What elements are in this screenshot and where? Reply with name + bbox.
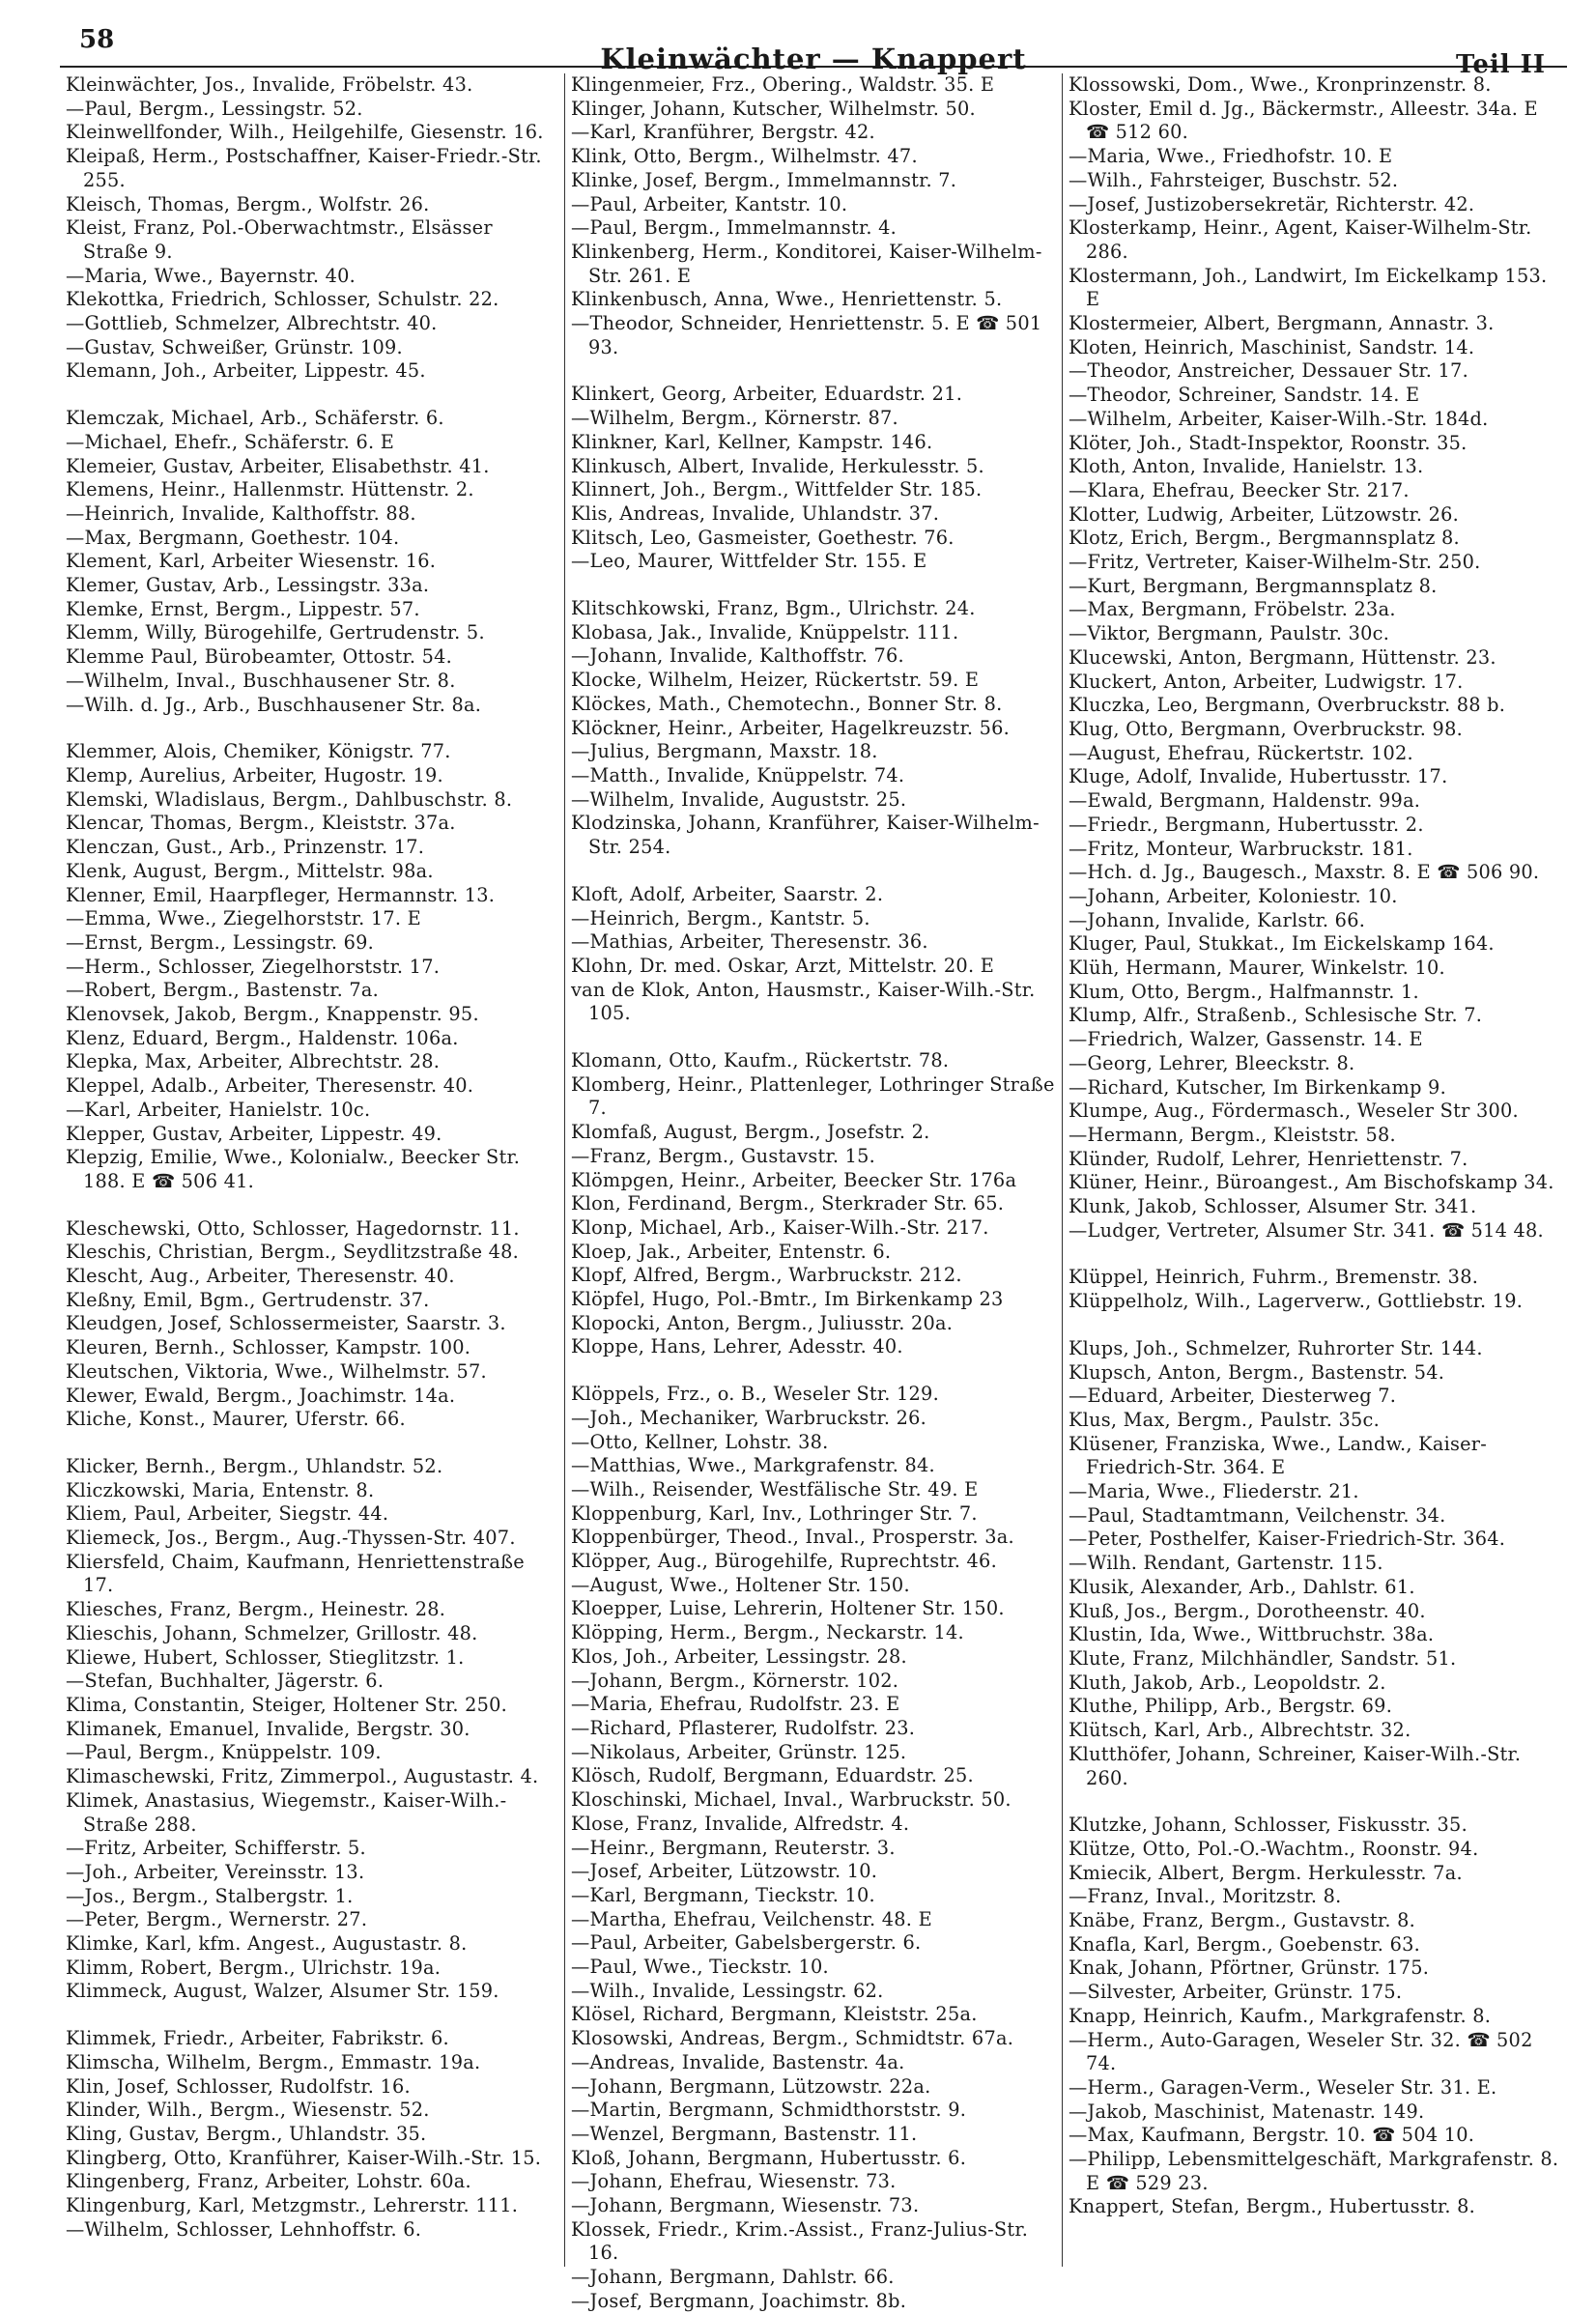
directory-entry: —Gottlieb, Schmelzer, Albrechtstr. 40. [66, 312, 438, 335]
directory-entry: —Heinrich, Bergm., Kantstr. 5. [571, 906, 870, 929]
directory-entry: —Paul, Arbeiter, Gabelsbergerstr. 6. [571, 1931, 922, 1955]
directory-entry: Klute, Franz, Milchhändler, Sandstr. 51. [1069, 1647, 1457, 1670]
directory-entry: Kloppenburg, Karl, Inv., Lothringer Str. 7. [571, 1501, 978, 1525]
column-1 [60, 73, 564, 2267]
directory-entry: —Maria, Ehefrau, Rudolfstr. 23. E [571, 1693, 900, 1716]
directory-entry: Klüppelholz, Wilh., Lagerverw., Gottliebstr. 19. [1069, 1290, 1524, 1313]
directory-entry: Klenk, August, Bergm., Mittelstr. 98a. [66, 859, 434, 882]
directory-entry: —Richard, Pflasterer, Rudolfstr. 23. [571, 1717, 916, 1739]
directory-entry: Klinger, Johann, Kutscher, Wilhelmstr. 50. [571, 97, 976, 120]
directory-entry: Kloppe, Hans, Lehrer, Adesstr. 40. [571, 1335, 903, 1358]
directory-entry: Klemczak, Michael, Arb., Schäferstr. 6. [66, 407, 444, 430]
directory-entry: —Johann, Arbeiter, Koloniestr. 10. [1069, 884, 1398, 907]
directory-entry: Klepzig, Emilie, Wwe., Kolonialw., Beecker Str. 188. E ☎ 506 41. [66, 1146, 521, 1192]
directory-entry: Kleist, Franz, Pol.-Oberwachtmstr., Elsässer Straße 9. [66, 216, 493, 263]
directory-entry: Klinkusch, Albert, Invalide, Herkulesstr. 5. [571, 454, 984, 477]
directory-entry: —Matth., Invalide, Knüppelstr. 74. [571, 763, 905, 786]
page-header [60, 0, 1567, 79]
directory-entry: —Josef, Arbeiter, Lützowstr. 10. [571, 1860, 878, 1883]
directory-entry: —Eduard, Arbeiter, Diesterweg 7. [1069, 1385, 1397, 1408]
directory-entry: Klemme Paul, Bürobeamter, Ottostr. 54. [66, 645, 453, 669]
directory-entry: Klimek, Anastasius, Wiegemstr., Kaiser-Wilh.-Straße 288. [66, 1788, 507, 1836]
directory-entry: —Hch. d. Jg., Baugesch., Maxstr. 8. E ☎ 506 90. [1069, 861, 1540, 884]
directory-entry: Klewer, Ewald, Bergm., Joachimstr. 14a. [66, 1384, 456, 1407]
directory-entry: —Johann, Bergmann, Dahlstr. 66. [571, 2266, 895, 2289]
directory-entry: Klitsch, Leo, Gasmeister, Goethestr. 76. [571, 526, 955, 549]
directory-entry: —Johann, Invalide, Karlstr. 66. [1069, 908, 1366, 931]
directory-entry: Kliesches, Franz, Bergm., Heinestr. 28. [66, 1598, 446, 1621]
columns [60, 68, 1567, 2312]
directory-entry: Klomberg, Heinr., Plattenleger, Lothringer Straße 7. [571, 1072, 1055, 1120]
directory-entry: —Paul, Stadtamtmann, Veilchenstr. 34. [1069, 1503, 1446, 1527]
entry-gap [571, 1359, 1056, 1383]
directory-entry: Klossowski, Dom., Wwe., Kronprinzenstr. 8. [1069, 73, 1492, 96]
directory-entry: Klement, Karl, Arbeiter Wiesenstr. 16. [66, 550, 437, 573]
directory-entry: —Max, Bergmann, Fröbelstr. 23a. [1069, 598, 1396, 621]
directory-entry: Kloschinski, Michael, Inval., Warbruckstr. 50. [571, 1788, 1012, 1812]
directory-entry: —Fritz, Vertreter, Kaiser-Wilhelm-Str. 250. [1069, 551, 1481, 574]
directory-entry: Knak, Johann, Pförtner, Grünstr. 175. [1069, 1957, 1430, 1980]
directory-entry: Klimm, Robert, Bergm., Ulrichstr. 19a. [66, 1956, 442, 1979]
directory-entry: Klütsch, Karl, Arb., Albrechtstr. 32. [1069, 1719, 1411, 1742]
directory-entry: Klossek, Friedr., Krim.-Assist., Franz-Julius-Str. 16. [571, 2217, 1029, 2265]
directory-entry: —Maria, Wwe., Friedhofstr. 10. E [1069, 145, 1393, 168]
directory-entry: —Theodor, Schneider, Henriettenstr. 5. E ☎ 501 93. [571, 312, 1042, 358]
directory-entry: —Klara, Ehefrau, Beecker Str. 217. [1069, 478, 1410, 501]
directory-entry: —Julius, Bergmann, Maxstr. 18. [571, 740, 878, 763]
directory-entry: Klösel, Richard, Bergmann, Kleiststr. 25a. [571, 2003, 978, 2026]
directory-entry: —Michael, Ehefr., Schäferstr. 6. E [66, 430, 395, 453]
entry-gap [66, 1432, 558, 1455]
directory-entry: Klemm, Willy, Bürogehilfe, Gertrudenstr. 5. [66, 621, 485, 644]
directory-entry: Kliczkowski, Maria, Entenstr. 8. [66, 1478, 375, 1501]
directory-entry: —Friedr., Bergmann, Hubertusstr. 2. [1069, 813, 1424, 836]
directory-entry: Klingenburg, Karl, Metzgmstr., Lehrerstr. 111. [66, 2194, 519, 2217]
directory-entry: —Joh., Arbeiter, Vereinsstr. 13. [66, 1860, 365, 1883]
directory-entry: Klopocki, Anton, Bergm., Juliusstr. 20a. [571, 1311, 954, 1334]
directory-entry: Klösch, Rudolf, Bergmann, Eduardstr. 25. [571, 1764, 974, 1787]
directory-entry: Klink, Otto, Bergm., Wilhelmstr. 47. [571, 145, 918, 168]
directory-entry: Kloten, Heinrich, Maschinist, Sandstr. 14. [1069, 335, 1475, 358]
directory-entry: —Wilh., Reisender, Westfälische Str. 49. E [571, 1477, 979, 1500]
directory-entry: Kleuren, Bernh., Schlosser, Kampstr. 100. [66, 1336, 471, 1359]
directory-entry: Klenczan, Gust., Arb., Prinzenstr. 17. [66, 836, 425, 859]
directory-entry: Klumpe, Aug., Fördermasch., Weseler Str 300. [1069, 1100, 1519, 1123]
directory-entry: —Leo, Maurer, Wittfelder Str. 155. E [571, 550, 927, 573]
directory-entry: —Maria, Wwe., Fliederstr. 21. [1069, 1480, 1359, 1503]
directory-entry: —Wenzel, Bergmann, Bastenstr. 11. [571, 2122, 918, 2145]
directory-entry: Klömpgen, Heinr., Arbeiter, Beecker Str. 176a [571, 1168, 1017, 1191]
directory-entry: —Jakob, Maschinist, Matenastr. 149. [1069, 2100, 1425, 2123]
directory-entry: —Paul, Bergm., Immelmannstr. 4. [571, 216, 898, 240]
entry-gap [66, 2004, 558, 2027]
directory-entry: Klüsener, Franziska, Wwe., Landw., Kaiser-Friedrich-Str. 364. E [1069, 1432, 1488, 1479]
directory-entry: Kleutschen, Viktoria, Wwe., Wilhelmstr. 57. [66, 1359, 487, 1383]
directory-entry: —Josef, Justizobersekretär, Richterstr. 42. [1069, 192, 1475, 215]
page-title: Kleinwächter — Knappert [600, 43, 1027, 75]
directory-entry: —Fritz, Monteur, Warbruckstr. 181. [1069, 837, 1413, 860]
directory-entry: Kluthe, Philipp, Arb., Bergstr. 69. [1069, 1695, 1393, 1718]
directory-entry: Klingenmeier, Frz., Obering., Waldstr. 35. E [571, 73, 995, 96]
directory-entry: Klüppel, Heinrich, Fuhrm., Bremenstr. 38. [1069, 1266, 1479, 1289]
directory-entry: Kloß, Johann, Bergmann, Hubertusstr. 6. [571, 2146, 967, 2169]
entry-gap [66, 717, 558, 740]
directory-entry: —Max, Bergmann, Goethestr. 104. [66, 526, 400, 549]
directory-entry: —Wilhelm, Schlosser, Lehnhoffstr. 6. [66, 2217, 422, 2241]
directory-entry: Kliem, Paul, Arbeiter, Siegstr. 44. [66, 1502, 389, 1526]
directory-entry: Klöckner, Heinr., Arbeiter, Hagelkreuzstr. 56. [571, 716, 1010, 739]
directory-entry: Kling, Gustav, Bergm., Uhlandstr. 35. [66, 2122, 427, 2145]
directory-entry: —Johann, Bergmann, Lützowstr. 22a. [571, 2074, 931, 2098]
directory-entry: Kloppenbürger, Theod., Inval., Prosperstr. 3a. [571, 1526, 1014, 1549]
directory-entry: —Andreas, Invalide, Bastenstr. 4a. [571, 2050, 905, 2073]
directory-entry: —Theodor, Anstreicher, Dessauer Str. 17. [1069, 359, 1468, 383]
directory-entry: Knappert, Stefan, Bergm., Hubertusstr. 8. [1069, 2195, 1476, 2218]
directory-entry: —Karl, Arbeiter, Hanielstr. 10c. [66, 1098, 371, 1121]
directory-entry: Klenz, Eduard, Bergm., Haldenstr. 106a. [66, 1026, 459, 1049]
directory-entry: Kluth, Jakob, Arb., Leopoldstr. 2. [1069, 1671, 1386, 1694]
directory-entry: Klütze, Otto, Pol.-O.-Wachtm., Roonstr. 94. [1069, 1837, 1479, 1860]
directory-entry: —Franz, Bergm., Gustavstr. 15. [571, 1144, 876, 1167]
directory-entry: —Matthias, Wwe., Markgrafenstr. 84. [571, 1454, 935, 1477]
directory-entry: Klemke, Ernst, Bergm., Lippestr. 57. [66, 597, 420, 620]
directory-entry: —Peter, Bergm., Wernerstr. 27. [66, 1908, 368, 1931]
directory-entry: Klis, Andreas, Invalide, Uhlandstr. 37. [571, 501, 940, 525]
directory-entry: Klinkenberg, Herm., Konditorei, Kaiser-Wilhelm-Str. 261. E [571, 240, 1042, 287]
directory-entry: Kloth, Anton, Invalide, Hanielstr. 13. [1069, 455, 1424, 478]
directory-entry: Klimanek, Emanuel, Invalide, Bergstr. 30. [66, 1717, 470, 1740]
directory-entry: Klustin, Ida, Wwe., Wittbruchstr. 38a. [1069, 1623, 1435, 1646]
directory-entry: Klosowski, Andreas, Bergm., Schmidtstr. 67a. [571, 2027, 1014, 2050]
directory-entry: Klug, Otto, Bergmann, Overbruckstr. 98. [1069, 717, 1463, 740]
directory-entry: Klobasa, Jak., Invalide, Knüppelstr. 111. [571, 620, 959, 643]
directory-entry: Knäbe, Franz, Bergm., Gustavstr. 8. [1069, 1909, 1416, 1932]
directory-entry: Klepper, Gustav, Arbeiter, Lippestr. 49. [66, 1122, 442, 1145]
directory-entry: Klimmek, Friedr., Arbeiter, Fabrikstr. 6. [66, 2027, 449, 2050]
directory-entry: Klepka, Max, Arbeiter, Albrechtstr. 28. [66, 1050, 441, 1073]
directory-entry: —Martha, Ehefrau, Veilchenstr. 48. E [571, 1907, 932, 1930]
directory-entry: Kliersfeld, Chaim, Kaufmann, Henriettenstraße 17. [66, 1550, 525, 1597]
directory-entry: Klinke, Josef, Bergm., Immelmannstr. 7. [571, 168, 957, 191]
directory-entry: —Stefan, Buchhalter, Jägerstr. 6. [66, 1670, 385, 1693]
directory-entry: Klemp, Aurelius, Arbeiter, Hugostr. 19. [66, 763, 443, 786]
directory-entry: —August, Ehefrau, Rückertstr. 102. [1069, 741, 1413, 764]
directory-entry: —Fritz, Arbeiter, Schifferstr. 5. [66, 1837, 366, 1860]
directory-entry: —Theodor, Schreiner, Sandstr. 14. E [1069, 384, 1420, 407]
directory-entry: —August, Wwe., Holtener Str. 150. [571, 1573, 910, 1596]
directory-entry: —Wilhelm, Bergm., Körnerstr. 87. [571, 407, 898, 430]
directory-entry: Klimke, Karl, kfm. Angest., Augustastr. 8. [66, 1932, 468, 1956]
directory-entry: —Johann, Invalide, Kalthoffstr. 76. [571, 644, 904, 668]
directory-entry: Klos, Joh., Arbeiter, Lessingstr. 28. [571, 1644, 907, 1668]
directory-entry: —Wilh. Rendant, Gartenstr. 115. [1069, 1552, 1383, 1575]
directory-entry: Klimmeck, August, Walzer, Alsumer Str. 159. [66, 1980, 499, 2003]
directory-entry: Klieschis, Johann, Schmelzer, Grillostr. 48. [66, 1621, 478, 1644]
directory-entry: —Viktor, Bergmann, Paulstr. 30c. [1069, 622, 1390, 645]
directory-entry: Klüh, Hermann, Maurer, Winkelstr. 10. [1069, 957, 1445, 980]
directory-entry: —Ewald, Bergmann, Haldenstr. 99a. [1069, 789, 1421, 813]
directory-entry: Kloft, Adolf, Arbeiter, Saarstr. 2. [571, 882, 884, 905]
entry-gap [66, 384, 558, 407]
directory-entry: Klekottka, Friedrich, Schlosser, Schulstr. 22. [66, 288, 499, 311]
directory-entry: Klutthöfer, Johann, Schreiner, Kaiser-Wilh.-Str. 260. [1069, 1742, 1522, 1789]
directory-entry: —Kurt, Bergmann, Bergmannsplatz 8. [1069, 574, 1438, 597]
directory-entry: Klemann, Joh., Arbeiter, Lippestr. 45. [66, 359, 426, 383]
directory-entry: Klomfaß, August, Bergm., Josefstr. 2. [571, 1121, 930, 1144]
directory-entry: —Robert, Bergm., Bastenstr. 7a. [66, 979, 379, 1002]
directory-entry: Klups, Joh., Schmelzer, Ruhrorter Str. 144. [1069, 1336, 1483, 1359]
directory-entry: Klupsch, Anton, Bergm., Bastenstr. 54. [1069, 1360, 1445, 1384]
directory-entry: —Hermann, Bergm., Kleiststr. 58. [1069, 1123, 1396, 1146]
entry-gap [66, 1194, 558, 1217]
directory-entry: Klöpping, Herm., Bergm., Neckarstr. 14. [571, 1621, 964, 1644]
directory-entry: Klotz, Erich, Bergm., Bergmannsplatz 8. [1069, 527, 1460, 550]
directory-entry: Klotter, Ludwig, Arbeiter, Lützowstr. 26. [1069, 502, 1460, 526]
directory-entry: Klingenberg, Franz, Arbeiter, Lohstr. 60a. [66, 2170, 471, 2193]
directory-entry: Kmiecik, Albert, Bergm. Herkulesstr. 7a. [1069, 1861, 1463, 1884]
directory-entry: Klose, Franz, Invalide, Alfredstr. 4. [571, 1812, 910, 1835]
directory-entry: Klon, Ferdinand, Bergm., Sterkrader Str. 65. [571, 1192, 1005, 1215]
directory-entry: Klünder, Rudolf, Lehrer, Henriettenstr. 7. [1069, 1147, 1468, 1170]
directory-entry: Klin, Josef, Schlosser, Rudolfstr. 16. [66, 2074, 411, 2098]
directory-entry: —Franz, Inval., Moritzstr. 8. [1069, 1885, 1342, 1908]
directory-entry: —Richard, Kutscher, Im Birkenkamp 9. [1069, 1075, 1446, 1099]
directory-entry: Kloepper, Luise, Lehrerin, Holtener Str. 150. [571, 1597, 1005, 1620]
directory-entry: Klenner, Emil, Haarpfleger, Hermannstr. 13. [66, 883, 496, 906]
directory-entry: Klencar, Thomas, Bergm., Kleiststr. 37a. [66, 812, 456, 835]
directory-entry: Kluckert, Anton, Arbeiter, Ludwigstr. 17. [1069, 670, 1464, 693]
directory-entry: —Emma, Wwe., Ziegelhorststr. 17. E [66, 907, 421, 930]
directory-entry: Klemmer, Alois, Chemiker, Königstr. 77. [66, 740, 451, 763]
directory-entry: —Johann, Ehefrau, Wiesenstr. 73. [571, 2170, 897, 2193]
column-3 [1063, 73, 1567, 2267]
directory-entry: Klüner, Heinr., Büroangest., Am Bischofskamp 34. [1069, 1171, 1554, 1194]
directory-entry: Kleinwellfonder, Wilh., Heilgehilfe, Giesenstr. 16. [66, 121, 544, 144]
directory-entry: —Herm., Auto-Garagen, Weseler Str. 32. ☎ 502 74. [1069, 2028, 1533, 2075]
directory-entry: Klingberg, Otto, Kranführer, Kaiser-Wilh.-Str. 15. [66, 2146, 542, 2169]
directory-entry: —Mathias, Arbeiter, Theresenstr. 36. [571, 930, 928, 954]
directory-entry: —Silvester, Arbeiter, Grünstr. 175. [1069, 1981, 1403, 2004]
directory-entry: Kloster, Emil d. Jg., Bäckermstr., Alleestr. 34a. E ☎ 512 60. [1069, 97, 1538, 144]
directory-entry: Kleisch, Thomas, Bergm., Wolfstr. 26. [66, 192, 430, 215]
directory-entry: Klodzinska, Johann, Kranführer, Kaiser-Wilhelm-Str. 254. [571, 812, 1040, 859]
directory-entry: —Wilhelm, Arbeiter, Kaiser-Wilh.-Str. 184d. [1069, 407, 1489, 430]
directory-entry: Klöter, Joh., Stadt-Inspektor, Roonstr. 35. [1069, 431, 1468, 454]
directory-entry: Klopf, Alfred, Bergm., Warbruckstr. 212. [571, 1264, 962, 1287]
directory-entry: Klöppels, Frz., o. B., Weseler Str. 129. [571, 1383, 939, 1406]
directory-entry: Klinkenbusch, Anna, Wwe., Henriettenstr. 5. [571, 288, 1003, 311]
directory-entry: Kliemeck, Jos., Bergm., Aug.-Thyssen-Str. 407. [66, 1527, 516, 1550]
directory-entry: —Maria, Wwe., Bayernstr. 40. [66, 264, 356, 287]
directory-entry: Klonp, Michael, Arb., Kaiser-Wilh.-Str. 217. [571, 1215, 989, 1239]
directory-entry: Kluger, Paul, Stukkat., Im Eickelskamp 164. [1069, 932, 1495, 956]
directory-entry: Klomann, Otto, Kaufm., Rückertstr. 78. [571, 1049, 950, 1072]
directory-entry: Kliche, Konst., Maurer, Uferstr. 66. [66, 1408, 406, 1431]
directory-entry: Klinkert, Georg, Arbeiter, Eduardstr. 21. [571, 383, 963, 406]
directory-entry: —Karl, Bergmann, Tieckstr. 10. [571, 1883, 875, 1906]
directory-entry: Klicker, Bernh., Bergm., Uhlandstr. 52. [66, 1454, 443, 1477]
directory-entry: —Josef, Bergmann, Joachimstr. 8b. [571, 2289, 907, 2312]
directory-entry: Klump, Alfr., Straßenb., Schlesische Str. 7. [1069, 1004, 1483, 1027]
directory-entry: —Friedrich, Walzer, Gassenstr. 14. E [1069, 1028, 1423, 1051]
directory-entry: Klinnert, Joh., Bergm., Wittfelder Str. 185. [571, 478, 983, 501]
directory-entry: Kloep, Jak., Arbeiter, Entenstr. 6. [571, 1240, 892, 1263]
directory-entry: Klöckes, Math., Chemotechn., Bonner Str. 8. [571, 692, 1003, 715]
directory-entry: Klinder, Wilh., Bergm., Wiesenstr. 52. [66, 2099, 430, 2122]
directory-entry: van de Klok, Anton, Hausmstr., Kaiser-Wilh.-Str. 105. [571, 978, 1036, 1025]
entry-gap [1069, 1790, 1561, 1814]
directory-entry: Kluczka, Leo, Bergmann, Overbruckstr. 88 b. [1069, 694, 1506, 717]
directory-entry: —Johann, Bergm., Körnerstr. 102. [571, 1669, 899, 1692]
directory-entry: Knapp, Heinrich, Kaufm., Markgrafenstr. 8. [1069, 2004, 1492, 2027]
directory-entry: —Martin, Bergmann, Schmidthorststr. 9. [571, 2099, 967, 2122]
directory-entry: Klimscha, Wilhelm, Bergm., Emmastr. 19a. [66, 2050, 481, 2073]
directory-entry: Klemeier, Gustav, Arbeiter, Elisabethstr. 41. [66, 454, 490, 477]
directory-entry: Klöpfel, Hugo, Pol.-Bmtr., Im Birkenkamp 23 [571, 1288, 1004, 1311]
directory-entry: —Wilh. d. Jg., Arb., Buschhausener Str. 8a. [66, 693, 482, 716]
directory-entry: Kleßny, Emil, Bgm., Gertrudenstr. 37. [66, 1288, 430, 1311]
directory-entry: —Otto, Kellner, Lohstr. 38. [571, 1430, 829, 1453]
entry-gap [571, 574, 1056, 597]
directory-entry: —Herm., Garagen-Verm., Weseler Str. 31. E. [1069, 2075, 1497, 2099]
directory-entry: Klohn, Dr. med. Oskar, Arzt, Mittelstr. 20. E [571, 954, 995, 977]
entry-gap [1069, 1243, 1561, 1266]
directory-entry: —Wilh., Fahrsteiger, Buschstr. 52. [1069, 168, 1399, 191]
page-number: 58 [79, 25, 115, 54]
entry-gap [571, 359, 1056, 383]
directory-entry: —Wilhelm, Invalide, Auguststr. 25. [571, 787, 907, 811]
directory-entry: Klunk, Jakob, Schlosser, Alsumer Str. 341. [1069, 1195, 1477, 1218]
directory-entry: —Gustav, Schweißer, Grünstr. 109. [66, 335, 403, 358]
directory-entry: Klemens, Heinr., Hallenmstr. Hüttenstr. 2. [66, 478, 474, 501]
directory-entry: —Johann, Bergmann, Wiesenstr. 73. [571, 2194, 920, 2217]
directory-entry: Kluge, Adolf, Invalide, Hubertusstr. 17. [1069, 765, 1448, 788]
directory-entry: —Peter, Posthelfer, Kaiser-Friedrich-Str. 364. [1069, 1528, 1506, 1551]
directory-entry: Klemski, Wladislaus, Bergm., Dahlbuschstr. 8. [66, 787, 513, 811]
directory-entry: Klenovsek, Jakob, Bergm., Knappenstr. 95. [66, 1003, 479, 1026]
part-label: Teil II [1455, 50, 1546, 79]
directory-entry: —Philipp, Lebensmittelgeschäft, Markgrafenstr. 8. E ☎ 529 23. [1069, 2148, 1559, 2194]
directory-entry: Klostermeier, Albert, Bergmann, Annastr. 3. [1069, 312, 1495, 335]
entry-gap [571, 860, 1056, 883]
directory-entry: Klum, Otto, Bergm., Halfmannstr. 1. [1069, 980, 1419, 1003]
directory-entry: Klöpper, Aug., Bürogehilfe, Ruprechtstr. 46. [571, 1550, 997, 1573]
column-2 [564, 73, 1063, 2312]
directory-entry: —Ernst, Bergm., Lessingstr. 69. [66, 930, 375, 954]
directory-entry: —Herm., Schlosser, Ziegelhorststr. 17. [66, 955, 441, 978]
directory-entry: Klemer, Gustav, Arb., Lessingstr. 33a. [66, 574, 430, 597]
directory-entry: Klus, Max, Bergm., Paulstr. 35c. [1069, 1408, 1380, 1431]
directory-entry: Klutzke, Johann, Schlosser, Fiskusstr. 35. [1069, 1814, 1468, 1837]
directory-entry: Klescht, Aug., Arbeiter, Theresenstr. 40. [66, 1265, 455, 1288]
directory-entry: Kleudgen, Josef, Schlossermeister, Saarstr. 3. [66, 1312, 506, 1335]
directory-entry: Klimaschewski, Fritz, Zimmerpol., Augustastr. 4. [66, 1765, 539, 1788]
directory-entry: —Max, Kaufmann, Bergstr. 10. ☎ 504 10. [1069, 2124, 1475, 2147]
directory-entry: —Wilh., Invalide, Lessingstr. 62. [571, 1979, 884, 2002]
directory-entry: —Georg, Lehrer, Bleeckstr. 8. [1069, 1051, 1355, 1074]
directory-entry: —Joh., Mechaniker, Warbruckstr. 26. [571, 1406, 927, 1429]
directory-entry: Klima, Constantin, Steiger, Holtener Str. 250. [66, 1694, 508, 1716]
directory-entry: Kleppel, Adalb., Arbeiter, Theresenstr. 40. [66, 1074, 474, 1098]
directory-entry: Kliewe, Hubert, Schlosser, Stieglitzstr. 1. [66, 1645, 465, 1669]
directory-entry: Klinkner, Karl, Kellner, Kampstr. 146. [571, 430, 933, 453]
directory-entry: —Paul, Bergm., Knüppelstr. 109. [66, 1741, 382, 1764]
directory-entry: Klucewski, Anton, Bergmann, Hüttenstr. 23. [1069, 645, 1496, 669]
directory-entry: —Heinr., Bergmann, Reuterstr. 3. [571, 1836, 896, 1859]
directory-entry: —Paul, Wwe., Tieckstr. 10. [571, 1956, 829, 1979]
directory-entry: Kleinwächter, Jos., Invalide, Fröbelstr. 43. [66, 73, 473, 96]
directory-entry: Klostermann, Joh., Landwirt, Im Eickelkamp 153. E [1069, 264, 1548, 311]
directory-entry: Kleschewski, Otto, Schlosser, Hagedornstr. 11. [66, 1216, 520, 1240]
directory-entry: —Karl, Kranführer, Bergstr. 42. [571, 121, 875, 144]
directory-entry: —Paul, Arbeiter, Kantstr. 10. [571, 192, 848, 215]
directory-entry: —Nikolaus, Arbeiter, Grünstr. 125. [571, 1740, 907, 1763]
directory-entry: Knafla, Karl, Bergm., Goebenstr. 63. [1069, 1932, 1420, 1956]
directory-entry: Klusik, Alexander, Arb., Dahlstr. 61. [1069, 1575, 1415, 1598]
directory-entry: Klitschkowski, Franz, Bgm., Ulrichstr. 24. [571, 597, 976, 620]
directory-entry: —Paul, Bergm., Lessingstr. 52. [66, 97, 363, 120]
directory-entry: —Wilhelm, Inval., Buschhausener Str. 8. [66, 669, 456, 692]
directory-entry: Klocke, Wilhelm, Heizer, Rückertstr. 59. E [571, 669, 980, 692]
directory-entry: —Heinrich, Invalide, Kalthoffstr. 88. [66, 501, 416, 525]
directory-entry: Kleipaß, Herm., Postschaffner, Kaiser-Friedr.-Str. 255. [66, 145, 542, 191]
directory-entry: Kleschis, Christian, Bergm., Seydlitzstraße 48. [66, 1241, 520, 1264]
directory-entry: —Jos., Bergm., Stalbergstr. 1. [66, 1884, 354, 1907]
entry-gap [571, 1026, 1056, 1049]
directory-entry: —Ludger, Vertreter, Alsumer Str. 341. ☎ 514 48. [1069, 1218, 1544, 1242]
directory-entry: Kluß, Jos., Bergm., Dorotheenstr. 40. [1069, 1599, 1426, 1622]
entry-gap [1069, 1314, 1561, 1337]
directory-entry: Klosterkamp, Heinr., Agent, Kaiser-Wilhelm-Str. 286. [1069, 216, 1532, 263]
